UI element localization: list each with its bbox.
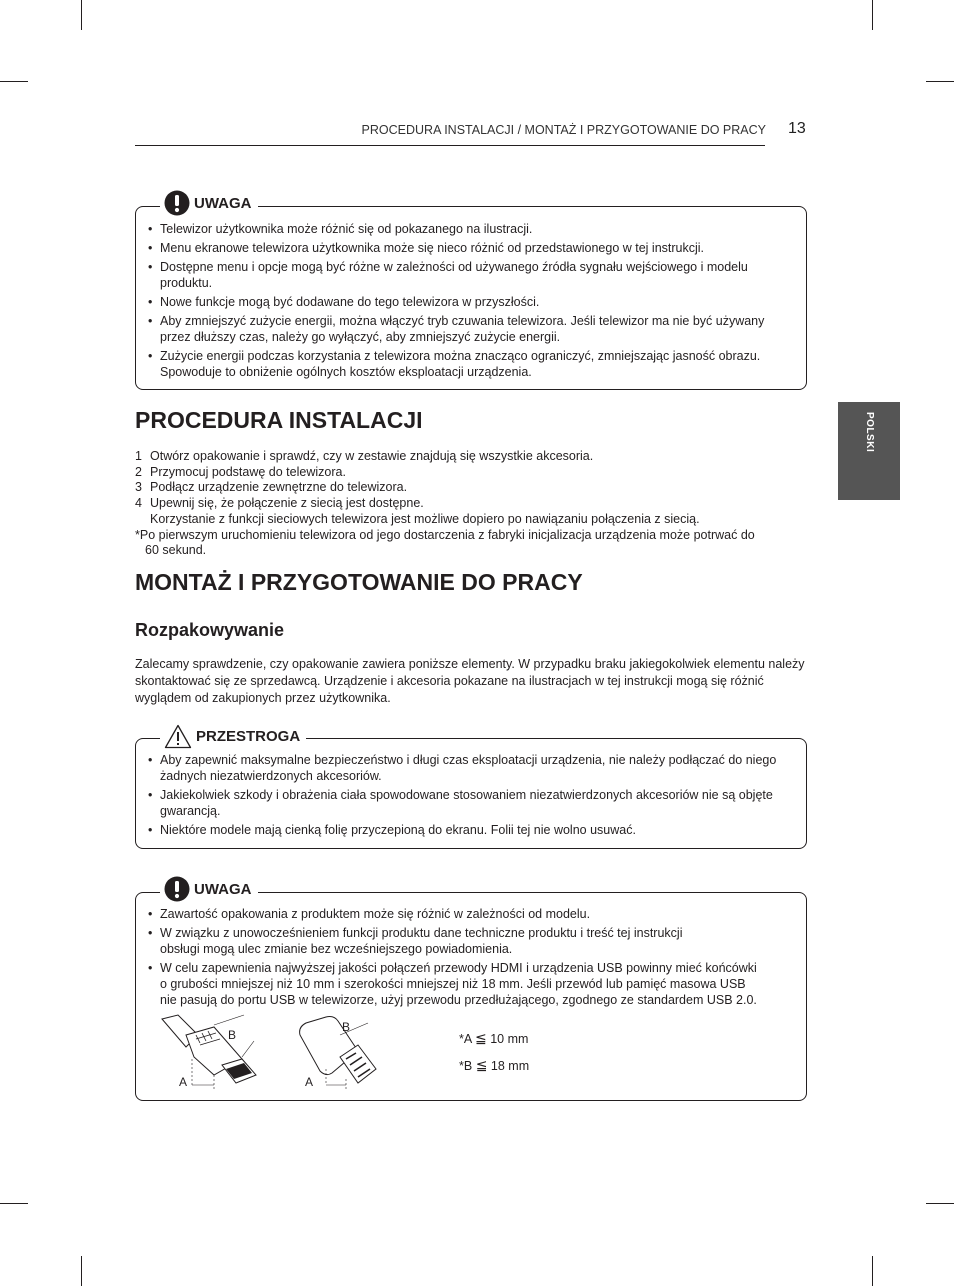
step-number: 1 bbox=[135, 449, 142, 463]
note-item-line: nie pasują do portu USB w telewizorze, użyj przewodu przedłużającego, zgodnego ze standardem USB 2.0. bbox=[160, 993, 757, 1007]
step-text: Podłącz urządzenie zewnętrzne do telewizora. bbox=[150, 480, 408, 495]
step-number: 2 bbox=[135, 464, 142, 479]
section-title-installation: PROCEDURA INSTALACJI bbox=[135, 407, 423, 433]
footnote-line: *Po pierwszym uruchomieniu telewizora od jego dostarczenia z fabryki inicjalizacja urządzenia może potrwać do bbox=[135, 527, 755, 542]
crop-mark bbox=[872, 0, 873, 30]
note-item-line: W związku z unowocześnieniem funkcji produktu dane techniczne produktu i treść tej instrukcji bbox=[160, 926, 683, 940]
exclamation-icon bbox=[164, 876, 190, 902]
running-title: PROCEDURA INSTALACJI / MONTAŻ I PRZYGOTOWANIE DO PRACY bbox=[361, 123, 766, 137]
crop-mark bbox=[0, 81, 28, 82]
exclamation-icon bbox=[164, 190, 190, 216]
caution-label: PRZESTROGA bbox=[196, 728, 301, 745]
footnote-line: 60 sekund. bbox=[145, 543, 207, 558]
step-item bbox=[135, 449, 755, 465]
note-box bbox=[135, 880, 807, 1101]
note-label: UWAGA bbox=[194, 194, 252, 212]
caution-header bbox=[160, 724, 306, 749]
language-tab-label: POLSKI bbox=[864, 412, 875, 453]
intro-paragraph: Zalecamy sprawdzenie, czy opakowanie zawiera poniższe elementy. W przypadku braku jakiegokolwiek elementu należy skontaktować się ze sprzedawcą. Urządzenie i akcesoria pokazane na ilustracjach w tej instrukcji mogą się różnić wyglądem od zakupionych przez użytkownika. bbox=[135, 657, 805, 705]
crop-mark bbox=[872, 1256, 873, 1286]
note-item: • Aby zmniejszyć zużycie energii, można włączyć tryb czuwania telewizora. Jeśli telewizor ma nie być używany przez dłuższy czas, należy go wyłączyć, aby zmniejszyć zużycie energii. bbox=[148, 313, 796, 345]
figure-label-a: A bbox=[179, 1075, 188, 1089]
step-item bbox=[135, 496, 755, 512]
note-item: • Zawartość opakowania z produktem może się różnić w zależności od modelu. bbox=[148, 906, 796, 922]
spec-a-label: *A bbox=[459, 1032, 472, 1046]
step-text: Przymocuj podstawę do telewizora. bbox=[150, 464, 346, 479]
step-text: Otwórz opakowanie i sprawdź, czy w zestawie znajdują się wszystkie akcesoria. bbox=[150, 449, 594, 463]
spec-a bbox=[459, 1030, 528, 1047]
note-list bbox=[148, 221, 796, 383]
note-item: • Telewizor użytkownika może różnić się od pokazanego na ilustracji. bbox=[148, 221, 796, 237]
spec-b-label: *B bbox=[459, 1059, 473, 1073]
crop-mark bbox=[81, 0, 82, 30]
hdmi-connector-illustration bbox=[156, 1013, 266, 1093]
note-item bbox=[148, 960, 796, 1008]
crop-mark bbox=[926, 81, 954, 82]
figure-label-b: B bbox=[342, 1020, 351, 1034]
leq-symbol: ≦ bbox=[475, 1030, 487, 1046]
page-number: 13 bbox=[788, 120, 806, 137]
caution-box bbox=[135, 728, 807, 849]
note-item-line: obsługi mogą ulec zmianie bez wcześniejszego powiadomienia. bbox=[160, 942, 513, 956]
spec-b bbox=[459, 1057, 529, 1074]
step-extra: Korzystanie z funkcji sieciowych telewizora jest możliwe dopiero po nawiązaniu połączenia z siecią. bbox=[150, 511, 700, 526]
caution-list bbox=[148, 752, 796, 841]
note-item: • Menu ekranowe telewizora użytkownika może się nieco różnić od przedstawionego w tej instrukcji. bbox=[148, 240, 796, 256]
caution-item: • Aby zapewnić maksymalne bezpieczeństwo i długi czas eksploatacji urządzenia, nie należy podłączać do niego żadnych niezatwierdzonych akcesoriów. bbox=[148, 752, 796, 784]
language-tab bbox=[838, 402, 900, 500]
note-item-line: o grubości mniejszej niż 10 mm i szerokości mniejszej niż 18 mm. Jeśli przewód lub pamięć masowa USB bbox=[160, 977, 746, 991]
warning-triangle-icon bbox=[164, 724, 192, 749]
crop-mark bbox=[81, 1256, 82, 1286]
note-item: • Zużycie energii podczas korzystania z telewizora można znacząco ograniczyć, zmniejszając jasność obrazu. Spowoduje to obniżenie ogólnych kosztów eksploatacji urządzenia. bbox=[148, 348, 796, 380]
note-item: • Nowe funkcje mogą być dodawane do tego telewizora w przyszłości. bbox=[148, 294, 796, 310]
step-item bbox=[135, 480, 755, 496]
note-item: • Dostępne menu i opcje mogą być różne w zależności od używanego źródła sygnału wejściowego i modelu produktu. bbox=[148, 259, 796, 291]
step-number: 4 bbox=[135, 496, 142, 511]
step-item bbox=[135, 465, 755, 481]
step-number: 3 bbox=[135, 480, 142, 495]
note-label: UWAGA bbox=[194, 880, 252, 898]
note-header bbox=[160, 876, 258, 902]
crop-mark bbox=[926, 1203, 954, 1204]
note-header bbox=[160, 190, 258, 216]
note-item-line: W celu zapewnienia najwyższej jakości połączeń przewody HDMI i urządzenia USB powinny mieć końcówki bbox=[160, 961, 757, 975]
crop-mark bbox=[0, 1203, 28, 1204]
figure-label-b: B bbox=[228, 1028, 237, 1042]
spec-a-value: 10 mm bbox=[490, 1032, 529, 1046]
figure-label-a: A bbox=[305, 1075, 314, 1089]
section-title-assembly: MONTAŻ I PRZYGOTOWANIE DO PRACY bbox=[135, 569, 583, 595]
header-rule bbox=[135, 145, 765, 146]
note-box bbox=[135, 194, 807, 390]
leq-symbol: ≦ bbox=[475, 1057, 488, 1073]
note-list bbox=[148, 906, 796, 1011]
caution-item: • Jakiekolwiek szkody i obrażenia ciała spowodowane stosowaniem niezatwierdzonych akcesoriów nie są objęte gwarancją. bbox=[148, 787, 796, 819]
caution-item: • Niektóre modele mają cienką folię przyczepioną do ekranu. Folii tej nie wolno usuwać. bbox=[148, 822, 796, 838]
note-item bbox=[148, 925, 796, 957]
installation-steps bbox=[135, 449, 755, 559]
subsection-title-unpacking: Rozpakowywanie bbox=[135, 620, 285, 640]
spec-b-value: 18 mm bbox=[490, 1059, 530, 1073]
step-text: Upewnij się, że połączenie z siecią jest dostępne. bbox=[150, 496, 424, 511]
